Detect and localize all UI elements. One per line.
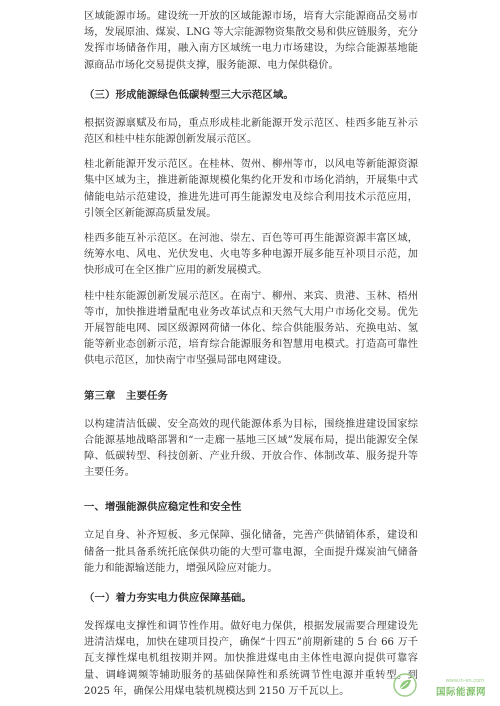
paragraph-zones-overview: 根据资源禀赋及布局，重点形成桂北新能源开发示范区、桂西多能互补示范区和桂中桂东能源创新发展示范区。 (84, 117, 418, 146)
paragraph-guizhong-guidong-zone: 桂中桂东能源创新发展示范区。在南宁、柳州、来宾、贵港、玉林、梧州等市，加快推进增量配电业务改革试点和天然气大用户市场化交易。优先开展智能电网、园区级源网荷储一体化、综合供能服务站、充换电站、氢能等新业态创新示范，培育综合能源服务和智慧用电模式。打造高可靠性供电示范区，加快南宁市坚强局部电网建设。 (84, 290, 418, 367)
subsection-heading-power-supply: （一）着力夯实电力供应保障基础。 (84, 592, 252, 605)
paragraph-supply-stability: 立足自身、补齐短板、多元保障、强化储备，完善产供储销体系，建设和储备一批具备系统托底保供功能的大型可靠电源，全面提升煤炭油气储备能力和能源输送能力，增强风险应对能力。 (84, 530, 418, 574)
section-heading-three-demo-zones: （三）形成能源绿色低碳转型三大示范区域。 (84, 88, 294, 101)
leaf-logo-icon (392, 672, 418, 698)
part-heading-supply-stability: 一、增强能源供应稳定性和安全性 (84, 501, 242, 514)
paragraph-coal-power: 发挥煤电支撑性和调节性作用。做好电力保供，根据发展需要合理建设先进清洁煤电，加快在建项目投产，确保“十四五”前期新建的 5 台 66 万千瓦支撑性煤电机组按期并网。加快推进煤电由主体性电源向提供可靠容量、调峰调频等辅助服务的基础保障性和系统调节性电源并重转型。到 2025 年，确保公用煤电装机规模达到 2150 万千瓦以上。 (84, 621, 418, 697)
watermark (392, 670, 488, 700)
chapter-heading-main-tasks: 第三章 主要任务 (84, 389, 168, 402)
paragraph-regional-energy-market: 区域能源市场。建设统一开放的区域能源市场，培育大宗能源商品交易市场，发展原油、煤炭、LNG 等大宗能源物资集散交易和供应链服务，充分发挥市场储备作用，融入南方区域统一电力市场建设，为综合能源基地能源商品市场化交易提供支撑，服务能源、电力保供稳价。 (84, 11, 418, 71)
paragraph-main-tasks-intro: 以构建清洁低碳、安全高效的现代能源体系为目标，围绕推进建设国家综合能源基地战略部署和“一走廊一基地三区域”发展布局，提出能源安全保障、低碳转型、科技创新、产业升级、开放合作、体制改革、服务提升等主要任务。 (84, 418, 418, 479)
paragraph-guixi-zone: 桂西多能互补示范区。在河池、崇左、百色等可再生能源资源丰富区域，统筹水电、风电、光伏发电、火电等多种电源开展多能互补项目示范，加快形成可在全区推广应用的新发展模式。 (84, 233, 418, 277)
watermark-text: 国际能源网 (435, 687, 486, 698)
paragraph-guibei-zone: 桂北新能源开发示范区。在桂林、贺州、柳州等市，以风电等新能源资源集中区域为主，推进新能源规模化集约化开发和市场化消纳，开展集中式储能电站示范建设，推进先进可再生能源发电及综合利用技术示范应用，引领全区新能源高质量发展。 (84, 159, 418, 219)
watermark-url: www.in-en.com (445, 678, 484, 684)
